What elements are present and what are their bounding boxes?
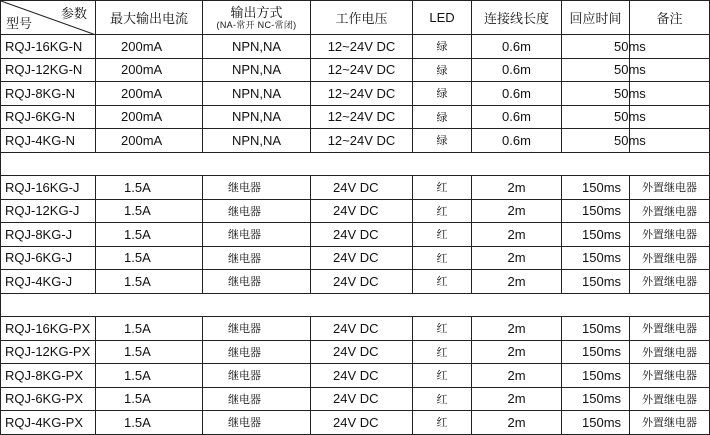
table-row [1, 270, 710, 294]
cell-led: 红 [413, 199, 472, 223]
cell-output: 继电器 [203, 340, 311, 364]
cell-voltage: 24V DC [311, 199, 413, 223]
cell-response: 150ms [562, 364, 630, 388]
cell-voltage: 12~24V DC [311, 35, 413, 59]
cell-cable: 0.6m [472, 105, 562, 129]
cell-model: RQJ-6KG-PX [1, 387, 96, 411]
group-separator-cell [1, 293, 710, 317]
cell-cable: 2m [472, 199, 562, 223]
table-row [1, 223, 710, 247]
cell-remark: 外置继电器 [630, 364, 710, 388]
cell-remark: 外置继电器 [630, 411, 710, 435]
cell-cable: 2m [472, 317, 562, 341]
cell-model: RQJ-6KG-J [1, 246, 96, 270]
group-separator-row [1, 293, 710, 317]
cell-cable: 0.6m [472, 35, 562, 59]
cell-voltage: 24V DC [311, 317, 413, 341]
header-current: 最大输出电流 [96, 1, 203, 35]
cell-model: RQJ-16KG-PX [1, 317, 96, 341]
header-output-mode-note: (NA-常开 NC-常闭) [216, 19, 297, 30]
cell-model: RQJ-12KG-PX [1, 340, 96, 364]
cell-led: 绿 [413, 82, 472, 106]
cell-current: 200mA [96, 129, 203, 153]
cell-output: 继电器 [203, 223, 311, 247]
cell-led: 绿 [413, 105, 472, 129]
cell-output: 继电器 [203, 270, 311, 294]
cell-current: 1.5A [96, 340, 203, 364]
cell-led: 绿 [413, 35, 472, 59]
cell-response: 50ms [562, 35, 630, 59]
table-row [1, 199, 710, 223]
table-row [1, 317, 710, 341]
cell-model: RQJ-12KG-N [1, 58, 96, 82]
cell-remark: 外置继电器 [630, 199, 710, 223]
cell-response: 150ms [562, 317, 630, 341]
header-voltage: 工作电压 [311, 1, 413, 35]
spec-body [1, 35, 710, 435]
table-row [1, 35, 710, 59]
cell-voltage: 24V DC [311, 411, 413, 435]
header-param-label: 参数 [60, 6, 87, 21]
cell-current: 1.5A [96, 270, 203, 294]
cell-current: 1.5A [96, 199, 203, 223]
cell-output: NPN,NA [203, 35, 311, 59]
cell-response: 150ms [562, 387, 630, 411]
cell-led: 绿 [413, 58, 472, 82]
cell-current: 1.5A [96, 223, 203, 247]
cell-led: 绿 [413, 129, 472, 153]
cell-voltage: 12~24V DC [311, 105, 413, 129]
cell-model: RQJ-4KG-N [1, 129, 96, 153]
table-row [1, 129, 710, 153]
cell-model: RQJ-16KG-N [1, 35, 96, 59]
cell-remark: 外置继电器 [630, 317, 710, 341]
cell-cable: 2m [472, 340, 562, 364]
cell-voltage: 24V DC [311, 176, 413, 200]
cell-cable: 0.6m [472, 82, 562, 106]
cell-remark: 外置继电器 [630, 387, 710, 411]
cell-cable: 2m [472, 223, 562, 247]
cell-output: 继电器 [203, 246, 311, 270]
header-led: LED [413, 1, 472, 35]
cell-voltage: 12~24V DC [311, 82, 413, 106]
table-row [1, 246, 710, 270]
header-cable: 连接线长度 [472, 1, 562, 35]
cell-current: 1.5A [96, 317, 203, 341]
cell-cable: 2m [472, 246, 562, 270]
table-row [1, 364, 710, 388]
cell-output: 继电器 [203, 176, 311, 200]
cell-current: 200mA [96, 82, 203, 106]
cell-current: 200mA [96, 35, 203, 59]
cell-output: 继电器 [203, 199, 311, 223]
cell-voltage: 24V DC [311, 340, 413, 364]
cell-model: RQJ-8KG-J [1, 223, 96, 247]
table-row [1, 105, 710, 129]
cell-response: 150ms [562, 176, 630, 200]
header-output-mode-label: 输出方式 [230, 4, 283, 20]
cell-output: NPN,NA [203, 129, 311, 153]
cell-current: 1.5A [96, 387, 203, 411]
cell-model: RQJ-8KG-N [1, 82, 96, 106]
cell-led: 红 [413, 270, 472, 294]
cell-current: 200mA [96, 58, 203, 82]
table-row [1, 387, 710, 411]
cell-model: RQJ-8KG-PX [1, 364, 96, 388]
cell-cable: 2m [472, 411, 562, 435]
cell-remark: 外置继电器 [630, 176, 710, 200]
table-row [1, 82, 710, 106]
cell-voltage: 24V DC [311, 246, 413, 270]
cell-voltage: 24V DC [311, 364, 413, 388]
cell-response: 150ms [562, 340, 630, 364]
header-output-mode [203, 1, 311, 35]
cell-response: 150ms [562, 223, 630, 247]
cell-output: 继电器 [203, 317, 311, 341]
cell-current: 1.5A [96, 176, 203, 200]
cell-voltage: 24V DC [311, 387, 413, 411]
cell-response: 50ms [562, 129, 630, 153]
cell-output: 继电器 [203, 411, 311, 435]
table-row [1, 340, 710, 364]
cell-response: 50ms [562, 82, 630, 106]
header-remark: 备注 [630, 1, 710, 35]
cell-cable: 2m [472, 364, 562, 388]
cell-led: 红 [413, 411, 472, 435]
cell-model: RQJ-12KG-J [1, 199, 96, 223]
cell-response: 150ms [562, 246, 630, 270]
cell-output: NPN,NA [203, 105, 311, 129]
cell-remark: 外置继电器 [630, 246, 710, 270]
header-response: 回应时间 [562, 1, 630, 35]
cell-response: 150ms [562, 199, 630, 223]
cell-remark: 外置继电器 [630, 223, 710, 247]
header-row [1, 1, 710, 35]
cell-output: NPN,NA [203, 58, 311, 82]
cell-cable: 0.6m [472, 129, 562, 153]
cell-output: 继电器 [203, 364, 311, 388]
cell-led: 红 [413, 364, 472, 388]
cell-led: 红 [413, 317, 472, 341]
cell-led: 红 [413, 387, 472, 411]
cell-cable: 2m [472, 176, 562, 200]
cell-current: 1.5A [96, 411, 203, 435]
cell-model: RQJ-4KG-J [1, 270, 96, 294]
cell-voltage: 12~24V DC [311, 129, 413, 153]
table-row [1, 176, 710, 200]
cell-led: 红 [413, 223, 472, 247]
cell-current: 200mA [96, 105, 203, 129]
cell-voltage: 24V DC [311, 270, 413, 294]
cell-cable: 2m [472, 387, 562, 411]
cell-voltage: 12~24V DC [311, 58, 413, 82]
cell-current: 1.5A [96, 246, 203, 270]
cell-response: 50ms [562, 58, 630, 82]
cell-output: NPN,NA [203, 82, 311, 106]
cell-model: RQJ-6KG-N [1, 105, 96, 129]
table-row [1, 411, 710, 435]
cell-model: RQJ-4KG-PX [1, 411, 96, 435]
cell-voltage: 24V DC [311, 223, 413, 247]
cell-led: 红 [413, 246, 472, 270]
cell-response: 150ms [562, 270, 630, 294]
cell-model: RQJ-16KG-J [1, 176, 96, 200]
cell-output: 继电器 [203, 387, 311, 411]
table-row [1, 58, 710, 82]
group-separator-cell [1, 152, 710, 176]
cell-current: 1.5A [96, 364, 203, 388]
group-separator-row [1, 152, 710, 176]
cell-led: 红 [413, 340, 472, 364]
cell-response: 150ms [562, 411, 630, 435]
cell-remark: 外置继电器 [630, 270, 710, 294]
header-model-label: 型号 [6, 16, 33, 31]
cell-remark: 外置继电器 [630, 340, 710, 364]
cell-cable: 0.6m [472, 58, 562, 82]
cell-led: 红 [413, 176, 472, 200]
cell-cable: 2m [472, 270, 562, 294]
header-diagonal-cell [1, 1, 96, 35]
cell-response: 50ms [562, 105, 630, 129]
